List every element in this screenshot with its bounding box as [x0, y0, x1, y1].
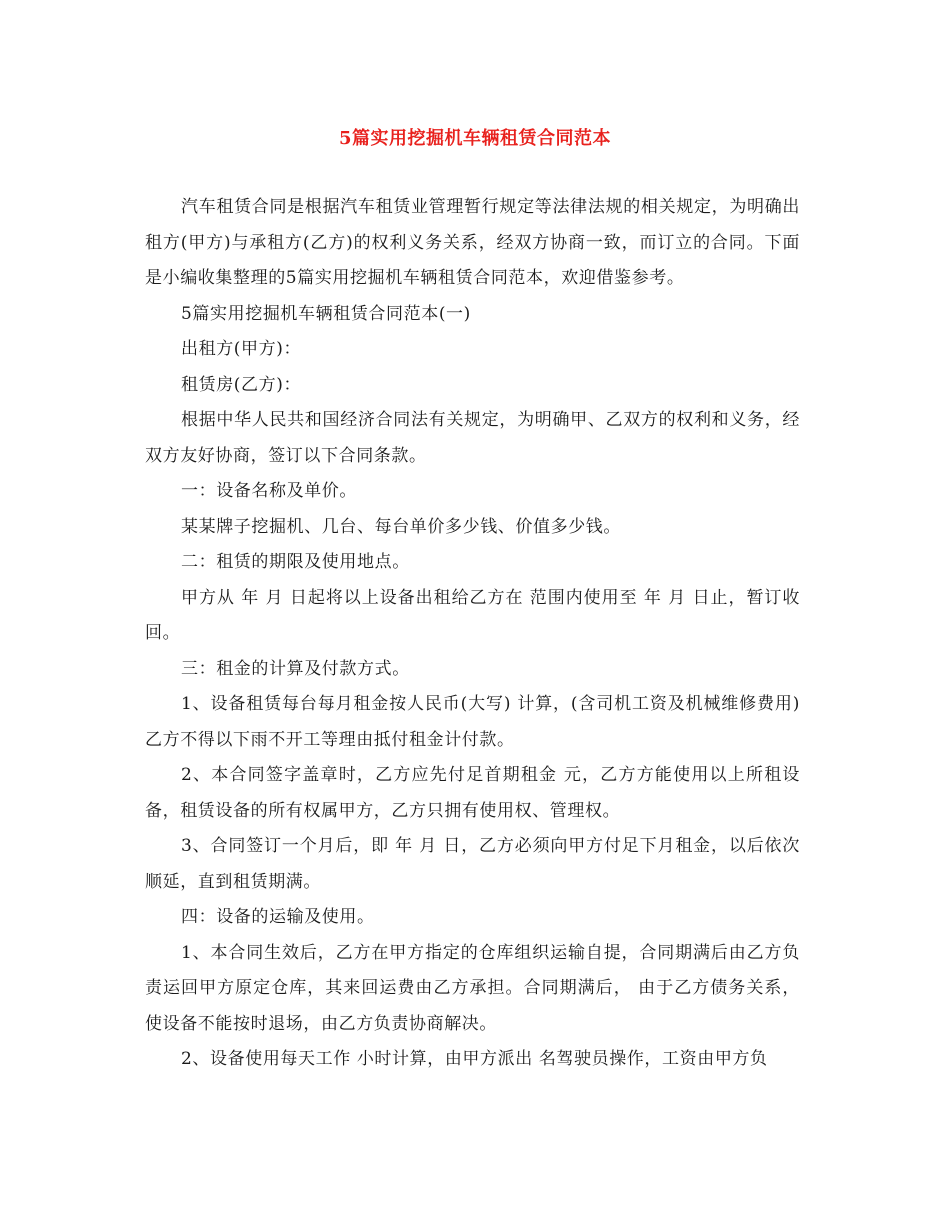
clause-text: 1、设备租赁每台每月租金按人民币(大写) 计算，(含司机工资及机械维修费用)乙方不得以下雨不开工等理由抵付租金计付款。 [145, 694, 800, 750]
clause-heading-2: 二：租赁的期限及使用地点。 [181, 552, 410, 572]
clause-text: 2、设备使用每天工作 小时计算，由甲方派出 名驾驶员操作，工资由甲方负 [181, 1049, 768, 1069]
clause-text: 某某牌子挖掘机、几台、每台单价多少钱、价值多少钱。 [181, 516, 621, 537]
clause-heading-4: 四：设备的运输及使用。 [181, 907, 375, 927]
document-body [145, 190, 800, 1078]
intro-paragraph: 汽车租赁合同是根据汽车租赁业管理暂行规定等法律法规的相关规定，为明确出租方(甲方)与承租方(乙方)的权利义务关系，经双方协商一致，而订立的合同。下面是小编收集整理的5篇实用挖掘机车辆租赁合同范本，欢迎借鉴参考。 [145, 197, 800, 288]
preamble-paragraph: 根据中华人民共和国经济合同法有关规定，为明确甲、乙双方的权利和义务，经双方友好协商，签订以下合同条款。 [145, 410, 800, 466]
clause-text: 3、合同签订一个月后，即 年 月 日，乙方必须向甲方付足下月租金，以后依次顺延，直到租赁期满。 [145, 836, 800, 892]
document-title: 5篇实用挖掘机车辆租赁合同范本 [338, 128, 612, 149]
clause-heading-3: 三：租金的计算及付款方式。 [181, 658, 410, 679]
clause-text: 2、本合同签字盖章时，乙方应先付足首期租金 元，乙方方能使用以上所租设备，租赁设备的所有权属甲方，乙方只拥有使用权、管理权。 [145, 765, 800, 821]
lessee-line: 租赁房(乙方)： [181, 374, 302, 395]
lessor-line: 出租方(甲方)： [181, 339, 302, 359]
section-heading: 5篇实用挖掘机车辆租赁合同范本(一) [181, 303, 471, 324]
clause-heading-1: 一：设备名称及单价。 [181, 481, 357, 501]
clause-text: 甲方从 年 月 日起将以上设备出租给乙方在 范围内使用至 年 月 日止，暂订收回。 [145, 587, 800, 643]
clause-text: 1、本合同生效后，乙方在甲方指定的仓库组织运输自提，合同期满后由乙方负责运回甲方原定仓库，其来回运费由乙方承担。合同期满后， 由于乙方债务关系，使设备不能按时退场，由乙方负责协商解决。 [145, 942, 800, 1034]
